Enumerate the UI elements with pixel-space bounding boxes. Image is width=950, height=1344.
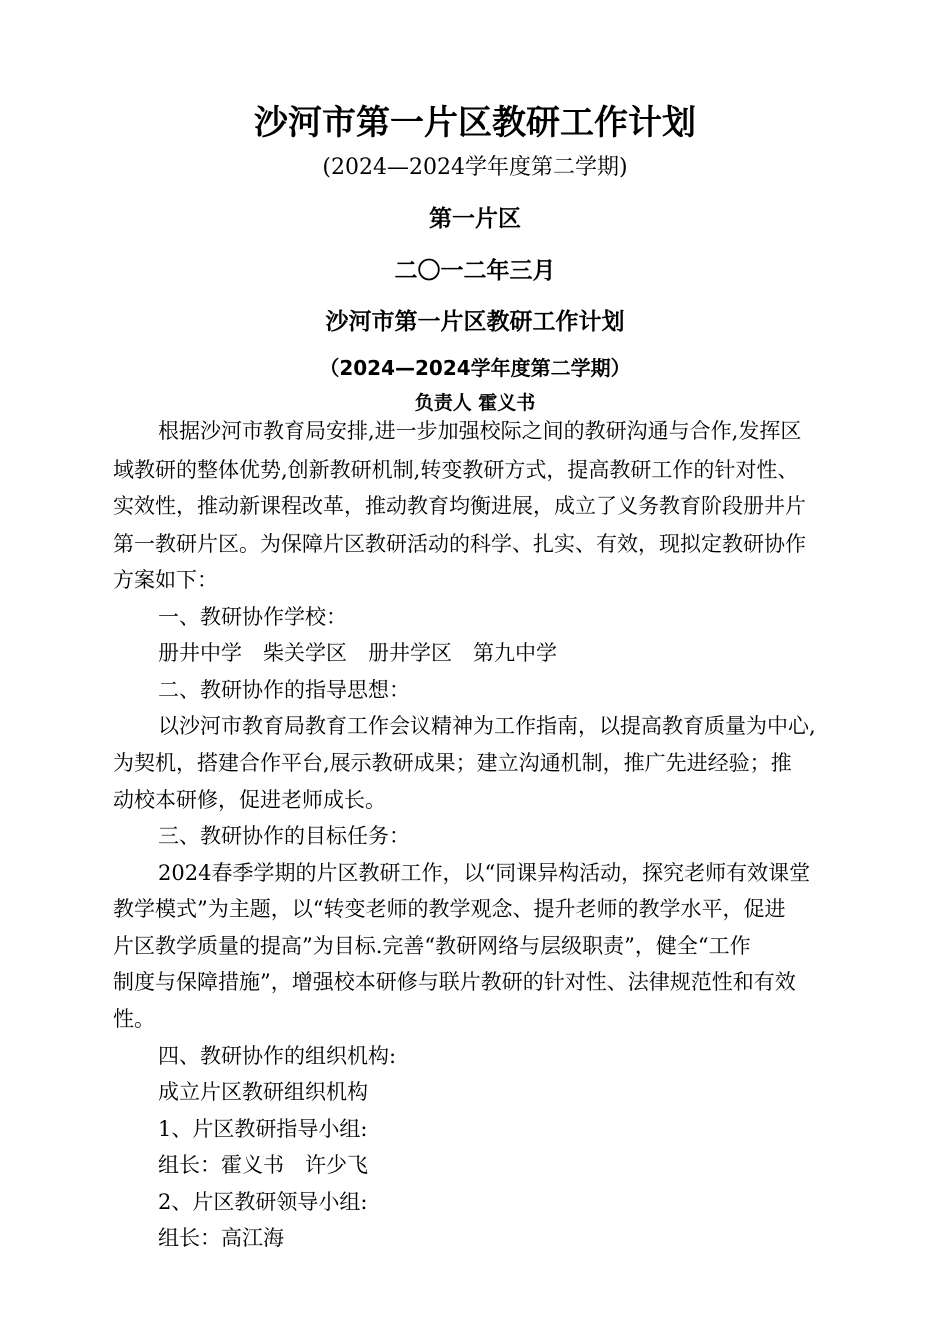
body-line: 以沙河市教育局教育工作会议精神为工作指南，以提高教育质量为中心,	[158, 714, 816, 738]
document-subtitle: (2024—2024学年度第二学期)	[322, 155, 628, 180]
body-line: 制度与保障措施”，增强校本研修与联片教研的针对性、法律规范性和有效	[113, 970, 796, 994]
body-line: 组长：高江海	[158, 1226, 284, 1250]
body-line: 第一教研片区。为保障片区教研活动的科学、扎实、有效，现拟定教研协作	[113, 532, 806, 556]
date-heading: 二〇一二年三月	[394, 258, 556, 284]
section-heading: 二、教研协作的指导思想：	[158, 678, 410, 702]
section-heading: 四、教研协作的组织机构:	[158, 1044, 397, 1068]
body-line: 性。	[113, 1007, 155, 1031]
body-line: 2、片区教研领导小组:	[158, 1190, 368, 1214]
responsible-person: 负责人 霍义书	[414, 392, 536, 414]
section-heading: 三、教研协作的目标任务：	[158, 824, 410, 848]
body-line: 册井中学 柴关学区 册井学区 第九中学	[158, 641, 557, 665]
body-line: 根据沙河市教育局安排,进一步加强校际之间的教研沟通与合作,发挥区	[158, 419, 802, 443]
body-line: 组长：霍义书 许少飞	[158, 1153, 368, 1177]
body-line: 动校本研修，促进老师成长。	[113, 788, 386, 812]
section-heading: 一、教研协作学校：	[158, 605, 347, 629]
body-line: 为契机，搭建合作平台,展示教研成果；建立沟通机制，推广先进经验；推	[113, 751, 792, 775]
plan-title: 沙河市第一片区教研工作计划	[325, 309, 625, 335]
body-line: 教学模式”为主题，以“转变老师的教学观念、提升老师的教学水平，促进	[113, 897, 786, 921]
body-line: 2024春季学期的片区教研工作，以“同课异构活动，探究老师有效课堂	[158, 861, 811, 885]
body-line: 片区教学质量的提高”为目标.完善“教研网络与层级职责”，健全“工作	[113, 934, 751, 958]
body-line: 方案如下：	[113, 568, 218, 592]
document-title: 沙河市第一片区教研工作计划	[254, 103, 696, 143]
plan-subtitle: （2024—2024学年度第二学期）	[319, 356, 631, 380]
body-line: 1、片区教研指导小组:	[158, 1117, 368, 1141]
area-heading: 第一片区	[429, 206, 521, 232]
body-line: 实效性，推动新课程改革，推动教育均衡进展，成立了义务教育阶段册井片	[113, 494, 806, 518]
body-line: 成立片区教研组织机构	[158, 1080, 368, 1104]
body-line: 域教研的整体优势,创新教研机制,转变教研方式，提高教研工作的针对性、	[113, 458, 799, 482]
